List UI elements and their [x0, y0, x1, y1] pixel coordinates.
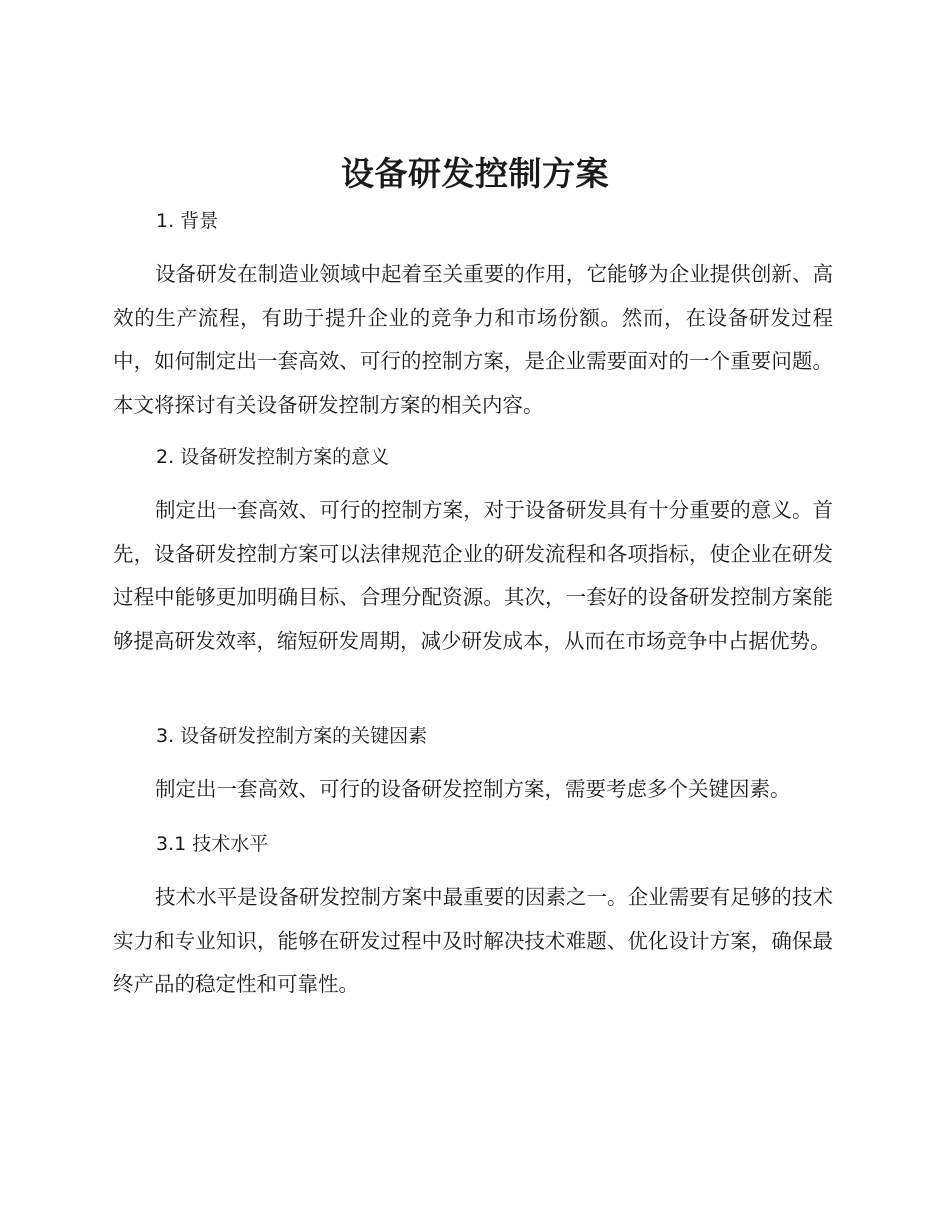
section-body-significance: 制定出一套高效、可行的控制方案，对于设备研发具有十分重要的意义。首先，设备研发控制方案可以法律规范企业的研发流程和各项指标，使企业在研发过程中能够更加明确目标、合理分配资源。其次，一套好的设备研发控制方案能够提高研发效率，缩短研发周期，减少研发成本，从而在市场竞争中占据优势。 [113, 498, 833, 653]
document-title: 设备研发控制方案 [341, 154, 609, 193]
section-heading-key-factors: 3. 设备研发控制方案的关键因素 [156, 725, 428, 747]
section-body-technical-level: 技术水平是设备研发控制方案中最重要的因素之一。企业需要有足够的技术实力和专业知识，能够在研发过程中及时解决技术难题、优化设计方案，确保最终产品的稳定性和可靠性。 [113, 885, 833, 996]
section-heading-technical-level: 3.1 技术水平 [156, 833, 269, 855]
section-heading-background: 1. 背景 [156, 210, 219, 232]
section-body-key-factors: 制定出一套高效、可行的设备研发控制方案，需要考虑多个关键因素。 [155, 777, 791, 801]
section-body-background: 设备研发在制造业领域中起着至关重要的作用，它能够为企业提供创新、高效的生产流程，有助于提升企业的竞争力和市场份额。然而，在设备研发过程中，如何制定出一套高效、可行的控制方案，是企业需要面对的一个重要问题。本文将探讨有关设备研发控制方案的相关内容。 [113, 262, 833, 417]
section-heading-significance: 2. 设备研发控制方案的意义 [156, 446, 390, 468]
